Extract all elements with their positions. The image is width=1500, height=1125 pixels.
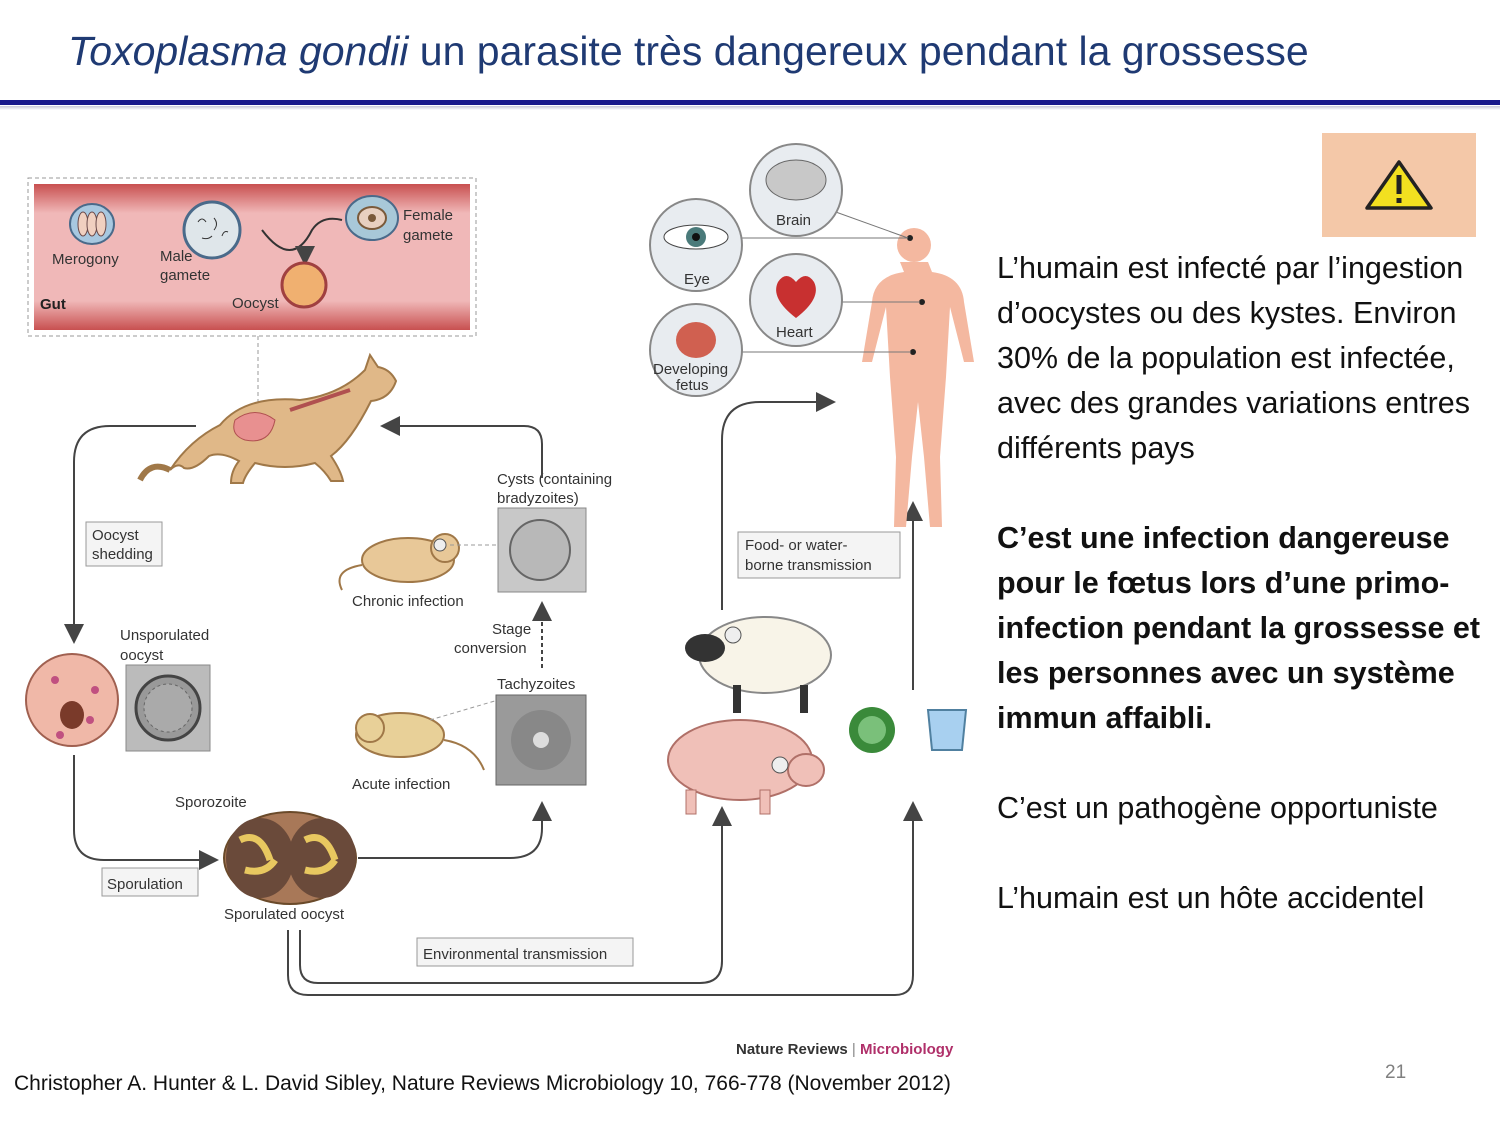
label-cysts-2: bradyzoites) xyxy=(497,490,579,507)
merogony-cell xyxy=(70,204,114,244)
paragraph-opportunist: C’est un pathogène opportuniste xyxy=(997,791,1438,825)
paragraph-danger: C’est une infection dangereuse pour le fœtus lors d’une primo-infection pendant la grossesse et les personnes avec un système immun affaibli. xyxy=(997,521,1481,735)
lettuce-icon xyxy=(849,707,895,753)
page-number: 21 xyxy=(1385,1062,1407,1083)
label-oocyst-shedding-2: shedding xyxy=(92,546,153,563)
lifecycle-figure xyxy=(0,140,990,1065)
unsporulated-oocyst xyxy=(26,654,210,751)
label-fetus-2: fetus xyxy=(676,377,709,394)
title-rule xyxy=(0,100,1500,105)
label-eye: Eye xyxy=(684,271,710,288)
oocyst-cell xyxy=(282,263,326,307)
label-gut: Gut xyxy=(40,296,66,313)
label-tachyzoites: Tachyzoites xyxy=(497,676,576,693)
label-male-gamete-1: Male xyxy=(160,248,193,265)
tachyzoite-micrograph xyxy=(496,695,586,785)
citation: Christopher A. Hunter & L. David Sibley, Nature Reviews Microbiology 10, 766-778 (November 2012) xyxy=(14,1072,951,1095)
label-oocyst: Oocyst xyxy=(232,295,279,312)
label-sporulated-oocyst: Sporulated oocyst xyxy=(224,906,345,923)
pig-illustration xyxy=(668,720,824,814)
paragraph-infection: L’humain est infecté par l’ingestion d’oocystes ou des kystes. Environ 30% de la population est infectée, avec des grandes variations entres différents pays xyxy=(997,251,1471,465)
label-environmental-transmission: Environmental transmission xyxy=(423,946,608,963)
sporulated-oocyst xyxy=(224,812,356,904)
gut-panel xyxy=(28,178,476,336)
journal-name: Nature Reviews xyxy=(736,1041,848,1058)
paragraph-host: L’humain est un hôte accidentel xyxy=(997,881,1425,915)
label-cysts-1: Cysts (containing xyxy=(497,471,613,488)
body-text xyxy=(997,246,1497,921)
human-figure xyxy=(862,228,974,527)
label-unsporulated-2: oocyst xyxy=(120,647,164,664)
label-merogony: Merogony xyxy=(52,251,119,268)
label-sporulation: Sporulation xyxy=(107,876,183,893)
journal-section: Microbiology xyxy=(859,1041,954,1058)
label-brain: Brain xyxy=(776,212,812,229)
label-sporozoite: Sporozoite xyxy=(175,794,247,811)
title-species: Toxoplasma gondii xyxy=(68,28,409,74)
label-chronic-infection: Chronic infection xyxy=(352,593,464,610)
label-stage-2: conversion xyxy=(454,640,527,657)
cat-illustration xyxy=(140,355,396,483)
label-unsporulated-1: Unsporulated xyxy=(120,627,210,644)
label-heart: Heart xyxy=(776,324,813,341)
label-acute-infection: Acute infection xyxy=(352,776,451,793)
warning-box xyxy=(1322,133,1476,237)
label-male-gamete-2: gamete xyxy=(160,267,211,284)
chronic-mouse xyxy=(340,534,460,590)
title-rest: un parasite très dangereux pendant la grossesse xyxy=(408,28,1309,74)
label-food-2: borne transmission xyxy=(745,557,872,574)
warning-triangle-icon xyxy=(1364,159,1434,211)
label-fetus-1: Developing xyxy=(653,361,729,378)
cyst-micrograph xyxy=(498,508,586,592)
female-gamete-cell xyxy=(346,196,398,240)
label-oocyst-shedding-1: Oocyst xyxy=(92,527,139,544)
journal-credit xyxy=(736,1041,953,1058)
label-female-gamete-2: gamete xyxy=(403,227,454,244)
sheep-illustration xyxy=(685,617,831,713)
slide-title xyxy=(68,28,1309,75)
acute-mouse xyxy=(356,713,484,770)
water-glass-icon xyxy=(928,710,966,750)
label-food-1: Food- or water- xyxy=(745,537,848,554)
label-female-gamete-1: Female xyxy=(403,207,454,224)
label-stage-1: Stage xyxy=(492,621,532,638)
journal-separator: | xyxy=(847,1041,860,1058)
title-rule-shadow xyxy=(0,106,1500,110)
